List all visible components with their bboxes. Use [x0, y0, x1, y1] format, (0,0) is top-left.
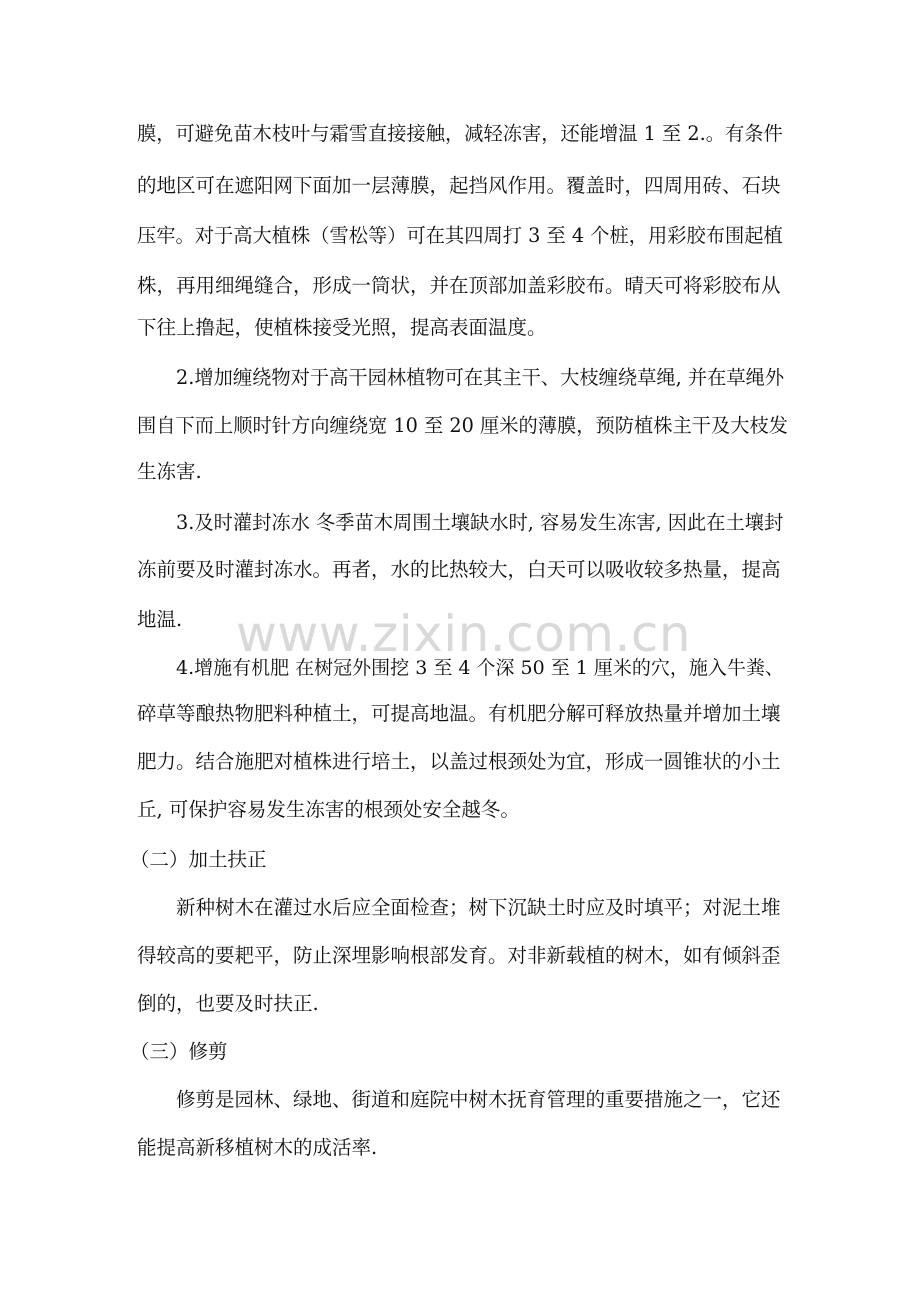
text-line: 能提高新移植树木的成活率.	[137, 1136, 378, 1159]
paragraph-heading-3: 3.及时灌封冻水 冬季苗木周围土壤缺水时, 容易发生冻害, 因此在土壤封	[176, 511, 784, 534]
text-line: 地温.	[137, 608, 183, 631]
text-line: 围自下而上顺时针方向缠绕宽 10 至 20 厘米的薄膜，预防植株主干及大枝发	[137, 414, 788, 437]
text-line: 膜，可避免苗木枝叶与霜雪直接接触，减轻冻害，还能增温 1 至 2.。有条件	[137, 122, 783, 145]
text-line: 的地区可在遮阳网下面加一层薄膜，起挡风作用。覆盖时，四周用砖、石块	[137, 174, 781, 197]
text-line: 丘, 可保护容易发生冻害的根颈处安全越冬。	[137, 798, 520, 821]
text-line: 肥力。结合施肥对植株进行培土，以盖过根颈处为宜，形成一圆锥状的小土	[137, 750, 781, 773]
text-line: 修剪是园林、绿地、街道和庭院中树木抚育管理的重要措施之一，它还	[176, 1088, 781, 1111]
text-line: 下往上撸起，使植株接受光照，提高表面温度。	[137, 316, 547, 339]
text-line: 生冻害.	[137, 460, 202, 483]
section-heading: （二）加土扶正	[130, 848, 267, 871]
text-line: 压牢。对于高大植株（雪松等）可在其四周打 3 至 4 个桩，用彩胶布围起植	[137, 224, 783, 247]
text-line: 株，再用细绳缝合，形成一筒状，并在顶部加盖彩胶布。晴天可将彩胶布从	[137, 274, 781, 297]
paragraph-heading-2: 2.增加缠绕物对于高干园林植物可在其主干、大枝缠绕草绳, 并在草绳外	[176, 366, 785, 389]
paragraph-heading-4: 4.增施有机肥 在树冠外围挖 3 至 4 个深 50 至 1 厘米的穴，施入牛粪、	[176, 657, 784, 679]
text-line: 得较高的要耙平，防止深埋影响根部发育。对非新载植的树木，如有倾斜歪	[137, 944, 781, 967]
text-line: 冻前要及时灌封冻水。再者，水的比热较大，白天可以吸收较多热量，提高	[137, 558, 781, 581]
text-line: 倒的，也要及时扶正.	[137, 992, 319, 1015]
text-line: 碎草等酿热物肥料种植土，可提高地温。有机肥分解可释放热量并增加土壤	[137, 702, 781, 725]
watermark: www.zixin.com.cn	[236, 605, 692, 663]
section-heading: （三）修剪	[130, 1040, 228, 1063]
text-line: 新种树木在灌过水后应全面检查；树下沉缺土时应及时填平；对泥土堆	[176, 896, 781, 919]
